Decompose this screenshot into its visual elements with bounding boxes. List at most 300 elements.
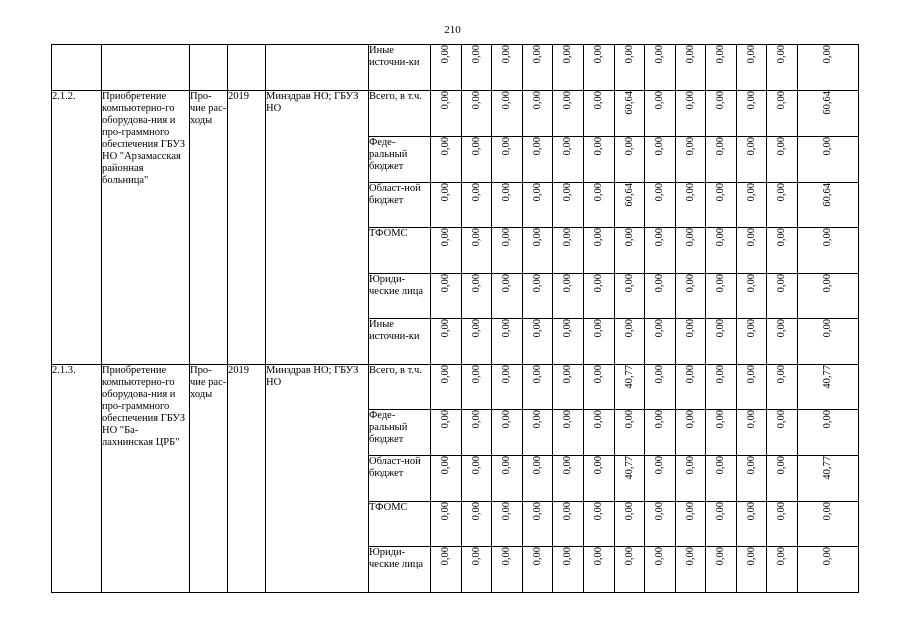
value-cell [492, 274, 523, 319]
funding-source: Област-ной бюджет [369, 456, 431, 502]
value-text: 0,00 [501, 228, 512, 247]
value-text: 0,00 [715, 183, 726, 202]
value-cell [553, 456, 584, 502]
value-text: 40,77 [822, 365, 833, 389]
value-cell [615, 274, 645, 319]
value-text: 0,00 [562, 319, 573, 338]
value-cell [737, 547, 767, 593]
value-text: 0,00 [593, 456, 604, 475]
value-text: 40,77 [623, 456, 635, 480]
value-text: 0,00 [440, 365, 451, 384]
value-text: 0,00 [562, 365, 573, 384]
value-text: 0,00 [470, 91, 482, 110]
value-text: 0,00 [501, 137, 512, 156]
value-text: 0,00 [593, 319, 604, 338]
value-cell [737, 502, 767, 547]
value-text: 0,00 [531, 137, 543, 156]
value-cell [645, 45, 676, 91]
value-cell [706, 228, 737, 274]
value-text: 0,00 [715, 547, 726, 566]
value-text: 0,00 [654, 410, 665, 429]
responsible-party [266, 45, 369, 91]
value-cell [553, 183, 584, 228]
funding-source: Иные источни-ки [369, 319, 431, 365]
funding-source: ТФОМС [369, 228, 431, 274]
value-text: 0,00 [470, 547, 482, 566]
value-cell [645, 274, 676, 319]
value-text: 0,00 [562, 183, 573, 202]
value-cell [523, 45, 553, 91]
value-text: 0,00 [776, 91, 787, 110]
value-cell [553, 228, 584, 274]
value-text: 0,00 [776, 183, 787, 202]
value-text: 0,00 [562, 91, 573, 110]
value-text: 0,00 [745, 547, 757, 566]
value-cell [706, 45, 737, 91]
value-text: 0,00 [593, 45, 604, 64]
activity-name [102, 45, 190, 91]
page-number: 210 [444, 24, 461, 36]
value-cell [584, 502, 615, 547]
value-cell [615, 456, 645, 502]
value-text: 0,00 [440, 183, 451, 202]
value-cell [492, 547, 523, 593]
value-text: 0,00 [654, 183, 665, 202]
value-text: 0,00 [593, 137, 604, 156]
value-text: 0,00 [562, 274, 573, 293]
value-text: 0,00 [531, 319, 543, 338]
value-cell [706, 274, 737, 319]
value-text: 60,64 [822, 91, 833, 115]
value-cell [645, 410, 676, 456]
value-cell [584, 45, 615, 91]
value-cell [615, 502, 645, 547]
value-cell [553, 137, 584, 183]
total-cell [798, 410, 859, 456]
value-text: 0,00 [623, 502, 635, 521]
value-cell [462, 91, 492, 137]
funding-source: Феде-ральный бюджет [369, 137, 431, 183]
value-cell [523, 228, 553, 274]
budget-table [51, 44, 859, 593]
value-text: 0,00 [776, 547, 787, 566]
funding-source: ТФОМС [369, 502, 431, 547]
value-text: 0,00 [470, 456, 482, 475]
funding-source: Всего, в т.ч. [369, 91, 431, 137]
value-text: 0,00 [593, 547, 604, 566]
activity-code: 2.1.3. [52, 365, 102, 593]
value-text: 0,00 [623, 319, 635, 338]
value-cell [523, 274, 553, 319]
value-cell [431, 547, 462, 593]
value-cell [645, 183, 676, 228]
total-cell [798, 502, 859, 547]
value-cell [615, 547, 645, 593]
value-text: 0,00 [684, 91, 696, 110]
value-cell [706, 183, 737, 228]
value-text: 0,00 [745, 456, 757, 475]
value-text: 0,00 [715, 456, 726, 475]
value-text: 0,00 [531, 410, 543, 429]
value-text: 0,00 [531, 45, 543, 64]
total-cell [798, 456, 859, 502]
value-text: 0,00 [470, 45, 482, 64]
value-text: 0,00 [470, 319, 482, 338]
value-text: 0,00 [654, 274, 665, 293]
value-text: 0,00 [745, 274, 757, 293]
value-cell [553, 547, 584, 593]
value-text: 0,00 [684, 365, 696, 384]
value-text: 0,00 [562, 45, 573, 64]
value-cell [584, 547, 615, 593]
value-cell [584, 274, 615, 319]
value-cell [462, 319, 492, 365]
value-cell [676, 319, 706, 365]
value-cell [431, 274, 462, 319]
total-cell [798, 91, 859, 137]
value-cell [767, 45, 798, 91]
value-cell [492, 502, 523, 547]
value-cell [523, 365, 553, 410]
value-cell [737, 137, 767, 183]
value-text: 0,00 [745, 183, 757, 202]
value-text: 0,00 [776, 365, 787, 384]
value-text: 0,00 [822, 45, 833, 64]
value-cell [523, 410, 553, 456]
value-text: 0,00 [684, 137, 696, 156]
value-cell [492, 45, 523, 91]
value-cell [584, 456, 615, 502]
value-cell [676, 228, 706, 274]
value-text: 60,64 [822, 183, 833, 207]
table-row [52, 45, 859, 91]
total-cell [798, 274, 859, 319]
value-text: 0,00 [654, 45, 665, 64]
value-text: 0,00 [776, 228, 787, 247]
value-text: 0,00 [745, 319, 757, 338]
value-text: 0,00 [684, 410, 696, 429]
value-text: 0,00 [654, 319, 665, 338]
value-text: 0,00 [623, 228, 635, 247]
value-cell [676, 547, 706, 593]
value-text: 0,00 [822, 547, 833, 566]
value-cell [615, 365, 645, 410]
value-cell [767, 456, 798, 502]
value-text: 0,00 [562, 502, 573, 521]
value-text: 0,00 [440, 274, 451, 293]
value-cell [645, 547, 676, 593]
value-text: 0,00 [440, 228, 451, 247]
value-cell [706, 456, 737, 502]
value-text: 0,00 [470, 502, 482, 521]
value-cell [645, 502, 676, 547]
value-text: 0,00 [593, 183, 604, 202]
value-text: 0,00 [470, 137, 482, 156]
value-text: 0,00 [776, 45, 787, 64]
value-cell [737, 410, 767, 456]
value-cell [431, 410, 462, 456]
value-cell [523, 456, 553, 502]
value-cell [492, 137, 523, 183]
year: 2019 [228, 91, 266, 365]
value-cell [615, 183, 645, 228]
value-cell [767, 547, 798, 593]
value-cell [462, 183, 492, 228]
value-cell [706, 365, 737, 410]
value-cell [737, 456, 767, 502]
value-text: 0,00 [501, 45, 512, 64]
value-cell [431, 137, 462, 183]
value-cell [584, 365, 615, 410]
value-text: 0,00 [822, 410, 833, 429]
value-cell [462, 547, 492, 593]
value-cell [615, 319, 645, 365]
value-cell [584, 319, 615, 365]
value-text: 0,00 [440, 547, 451, 566]
value-cell [615, 45, 645, 91]
value-cell [431, 91, 462, 137]
value-text: 0,00 [501, 547, 512, 566]
total-cell [798, 183, 859, 228]
value-cell [737, 319, 767, 365]
value-cell [492, 183, 523, 228]
funding-source: Юриди-ческие лица [369, 274, 431, 319]
value-text: 0,00 [440, 502, 451, 521]
value-text: 0,00 [531, 228, 543, 247]
value-cell [676, 365, 706, 410]
value-cell [706, 410, 737, 456]
value-text: 0,00 [654, 456, 665, 475]
value-text: 0,00 [654, 502, 665, 521]
value-cell [676, 274, 706, 319]
expense-type: Про-чие рас-ходы [190, 365, 228, 593]
year: 2019 [228, 365, 266, 593]
value-text: 0,00 [470, 228, 482, 247]
value-cell [462, 228, 492, 274]
value-text: 0,00 [654, 547, 665, 566]
value-cell [462, 137, 492, 183]
value-cell [706, 502, 737, 547]
table-row [52, 91, 859, 137]
value-text: 0,00 [501, 183, 512, 202]
value-text: 0,00 [822, 502, 833, 521]
value-cell [737, 365, 767, 410]
expense-type [190, 45, 228, 91]
value-cell [462, 365, 492, 410]
value-text: 0,00 [745, 45, 757, 64]
value-text: 0,00 [776, 456, 787, 475]
value-text: 0,00 [684, 45, 696, 64]
value-cell [523, 183, 553, 228]
value-cell [584, 137, 615, 183]
value-text: 0,00 [440, 91, 451, 110]
value-cell [737, 228, 767, 274]
value-cell [492, 365, 523, 410]
value-text: 0,00 [593, 365, 604, 384]
value-text: 0,00 [593, 91, 604, 110]
responsible-party: Минздрав НО; ГБУЗ НО [266, 365, 369, 593]
activity-name: Приобретение компьютерно-го оборудова-ния и про-граммного обеспечения ГБУЗ НО "Арзамасская районная больница" [102, 91, 190, 365]
value-text: 0,00 [745, 228, 757, 247]
value-text: 0,00 [501, 319, 512, 338]
value-text: 0,00 [501, 456, 512, 475]
value-text: 0,00 [776, 410, 787, 429]
value-cell [706, 319, 737, 365]
value-text: 0,00 [501, 410, 512, 429]
value-cell [737, 183, 767, 228]
value-cell [462, 410, 492, 456]
value-cell [553, 502, 584, 547]
value-cell [645, 365, 676, 410]
value-cell [431, 228, 462, 274]
value-text: 0,00 [776, 137, 787, 156]
value-cell [553, 45, 584, 91]
value-cell [615, 228, 645, 274]
value-text: 0,00 [654, 137, 665, 156]
value-text: 0,00 [470, 410, 482, 429]
value-text: 0,00 [715, 45, 726, 64]
value-cell [676, 456, 706, 502]
value-text: 0,00 [715, 228, 726, 247]
value-cell [645, 91, 676, 137]
funding-source: Област-ной бюджет [369, 183, 431, 228]
funding-source: Всего, в т.ч. [369, 365, 431, 410]
value-text: 0,00 [684, 274, 696, 293]
year [228, 45, 266, 91]
value-text: 0,00 [623, 45, 635, 64]
value-text: 0,00 [654, 91, 665, 110]
value-text: 0,00 [531, 91, 543, 110]
value-text: 0,00 [684, 456, 696, 475]
value-cell [431, 456, 462, 502]
value-cell [584, 183, 615, 228]
value-text: 0,00 [715, 319, 726, 338]
value-cell [706, 137, 737, 183]
value-cell [553, 410, 584, 456]
value-text: 0,00 [623, 274, 635, 293]
value-cell [645, 228, 676, 274]
value-text: 0,00 [715, 274, 726, 293]
value-text: 0,00 [654, 365, 665, 384]
value-cell [676, 137, 706, 183]
value-cell [767, 319, 798, 365]
value-cell [645, 137, 676, 183]
value-text: 0,00 [822, 228, 833, 247]
funding-source: Феде-ральный бюджет [369, 410, 431, 456]
value-text: 60,64 [623, 91, 635, 115]
value-cell [645, 456, 676, 502]
value-text: 40,77 [822, 456, 833, 480]
value-cell [767, 228, 798, 274]
value-cell [676, 183, 706, 228]
value-text: 0,00 [715, 137, 726, 156]
value-text: 0,00 [623, 547, 635, 566]
value-text: 0,00 [745, 137, 757, 156]
value-text: 0,00 [440, 137, 451, 156]
value-text: 0,00 [715, 410, 726, 429]
value-text: 0,00 [684, 547, 696, 566]
value-cell [706, 91, 737, 137]
value-text: 0,00 [684, 183, 696, 202]
total-cell [798, 547, 859, 593]
value-text: 0,00 [822, 274, 833, 293]
value-cell [676, 502, 706, 547]
value-cell [492, 456, 523, 502]
value-cell [492, 319, 523, 365]
value-text: 0,00 [531, 547, 543, 566]
value-text: 0,00 [776, 319, 787, 338]
value-cell [737, 274, 767, 319]
value-text: 0,00 [440, 456, 451, 475]
value-text: 0,00 [745, 365, 757, 384]
total-cell [798, 365, 859, 410]
value-cell [767, 91, 798, 137]
value-cell [431, 502, 462, 547]
value-text: 0,00 [623, 410, 635, 429]
value-cell [584, 228, 615, 274]
activity-code [52, 45, 102, 91]
value-cell [523, 319, 553, 365]
value-cell [523, 547, 553, 593]
value-text: 0,00 [715, 91, 726, 110]
value-cell [492, 228, 523, 274]
value-text: 0,00 [822, 319, 833, 338]
value-text: 0,00 [531, 274, 543, 293]
funding-source: Иные источни-ки [369, 45, 431, 91]
value-cell [431, 319, 462, 365]
value-text: 0,00 [470, 365, 482, 384]
value-text: 0,00 [531, 365, 543, 384]
value-cell [737, 45, 767, 91]
value-text: 0,00 [684, 502, 696, 521]
value-cell [615, 410, 645, 456]
value-text: 0,00 [440, 45, 451, 64]
value-text: 0,00 [684, 228, 696, 247]
value-text: 0,00 [501, 274, 512, 293]
activity-code: 2.1.2. [52, 91, 102, 365]
funding-source: Юриди-ческие лица [369, 547, 431, 593]
value-text: 0,00 [531, 502, 543, 521]
total-cell [798, 228, 859, 274]
value-cell [767, 410, 798, 456]
value-text: 0,00 [623, 137, 635, 156]
value-cell [645, 319, 676, 365]
value-cell [462, 456, 492, 502]
table-row [52, 365, 859, 410]
value-text: 0,00 [501, 91, 512, 110]
value-text: 0,00 [776, 502, 787, 521]
value-text: 0,00 [440, 319, 451, 338]
value-text: 0,00 [501, 502, 512, 521]
value-text: 0,00 [745, 502, 757, 521]
value-cell [431, 183, 462, 228]
value-cell [492, 410, 523, 456]
value-cell [615, 137, 645, 183]
value-text: 0,00 [562, 547, 573, 566]
value-cell [737, 91, 767, 137]
value-cell [553, 319, 584, 365]
value-text: 0,00 [745, 410, 757, 429]
value-text: 0,00 [715, 365, 726, 384]
value-cell [676, 410, 706, 456]
value-text: 0,00 [593, 502, 604, 521]
value-text: 0,00 [562, 137, 573, 156]
value-cell [767, 137, 798, 183]
value-text: 0,00 [593, 274, 604, 293]
value-cell [584, 410, 615, 456]
value-text: 0,00 [593, 228, 604, 247]
value-text: 0,00 [654, 228, 665, 247]
